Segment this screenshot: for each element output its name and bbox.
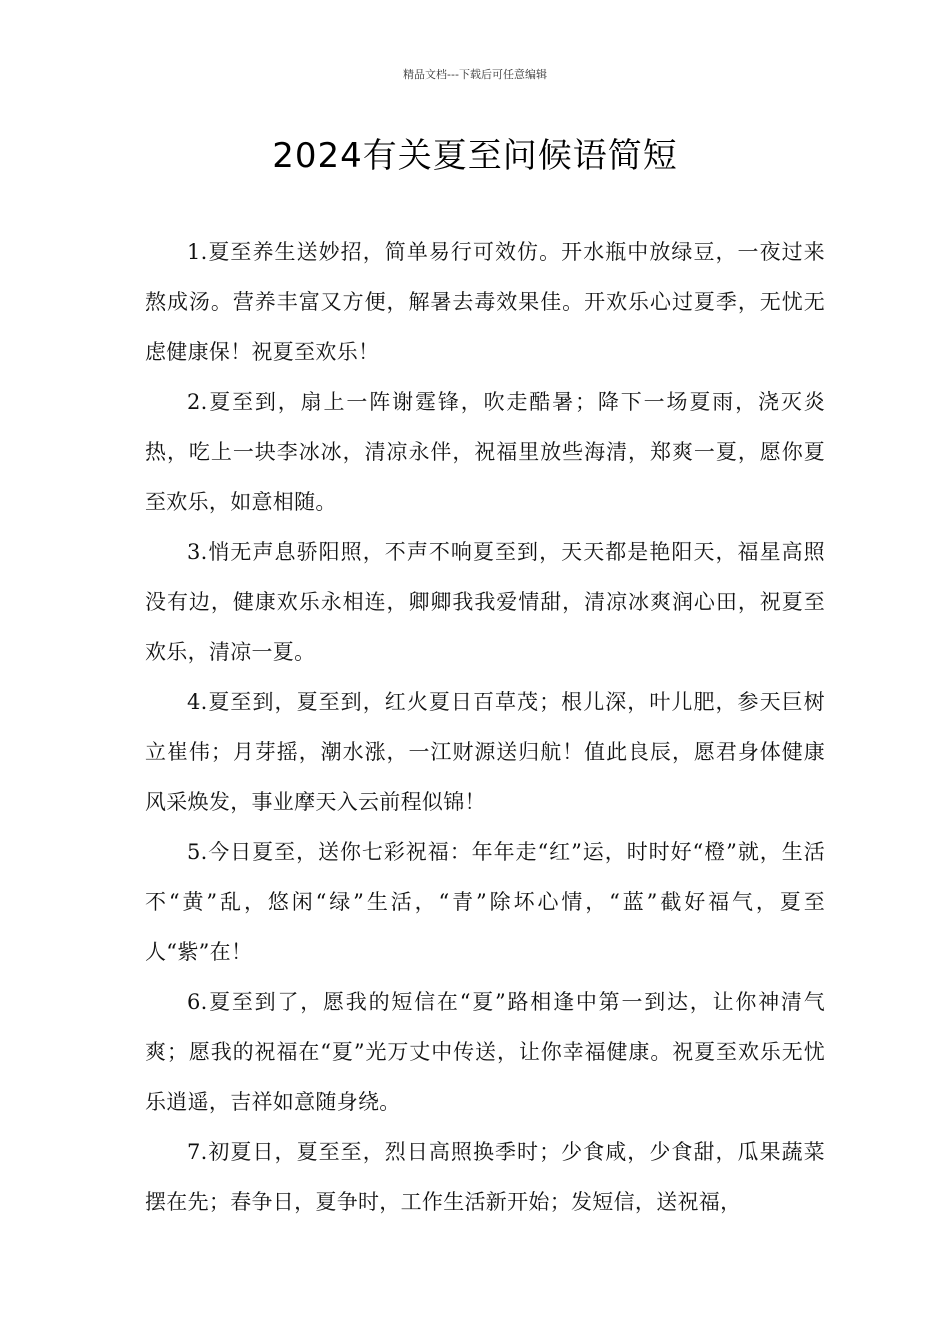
paragraph-3: 3.悄无声息骄阳照，不声不响夏至到，天天都是艳阳天，福星高照没有边，健康欢乐永相连，卿卿我我爱情甜，清凉冰爽润心田，祝夏至欢乐，清凉一夏。 [145, 540, 825, 664]
paragraph-1: 1.夏至养生送妙招，简单易行可效仿。开水瓶中放绿豆，一夜过来熬成汤。营养丰富又方便，解暑去毒效果佳。开欢乐心过夏季，无忧无虑健康保！祝夏至欢乐！ [145, 240, 825, 364]
paragraph-5: 5.今日夏至，送你七彩祝福：年年走“红”运，时时好“橙”就，生活不“黄”乱，悠闲“绿”生活，“青”除坏心情，“蓝”截好福气，夏至人“紫”在！ [145, 840, 825, 964]
paragraph-4: 4.夏至到，夏至到，红火夏日百草茂；根儿深，叶儿肥，参天巨树立崔伟；月芽摇，潮水涨，一江财源送归航！值此良辰，愿君身体健康风采焕发，事业摩天入云前程似锦！ [145, 690, 825, 814]
header-note: 精品文档---下载后可任意编辑 [403, 68, 547, 81]
paragraph-2: 2.夏至到，扇上一阵谢霆锋，吹走酷暑；降下一场夏雨，浇灭炎热，吃上一块李冰冰，清凉永伴，祝福里放些海清，郑爽一夏，愿你夏至欢乐，如意相随。 [145, 390, 825, 514]
document-title: 2024有关夏至问候语简短 [272, 136, 678, 176]
paragraph-7: 7.初夏日，夏至至，烈日高照换季时；少食咸，少食甜，瓜果蔬菜摆在先；春争日，夏争时，工作生活新开始；发短信，送祝福， [145, 1140, 825, 1214]
paragraph-6: 6.夏至到了，愿我的短信在“夏”路相逢中第一到达，让你神清气爽；愿我的祝福在“夏”光万丈中传送，让你幸福健康。祝夏至欢乐无忧乐逍遥，吉祥如意随身绕。 [145, 990, 825, 1114]
document-body [145, 227, 825, 1227]
